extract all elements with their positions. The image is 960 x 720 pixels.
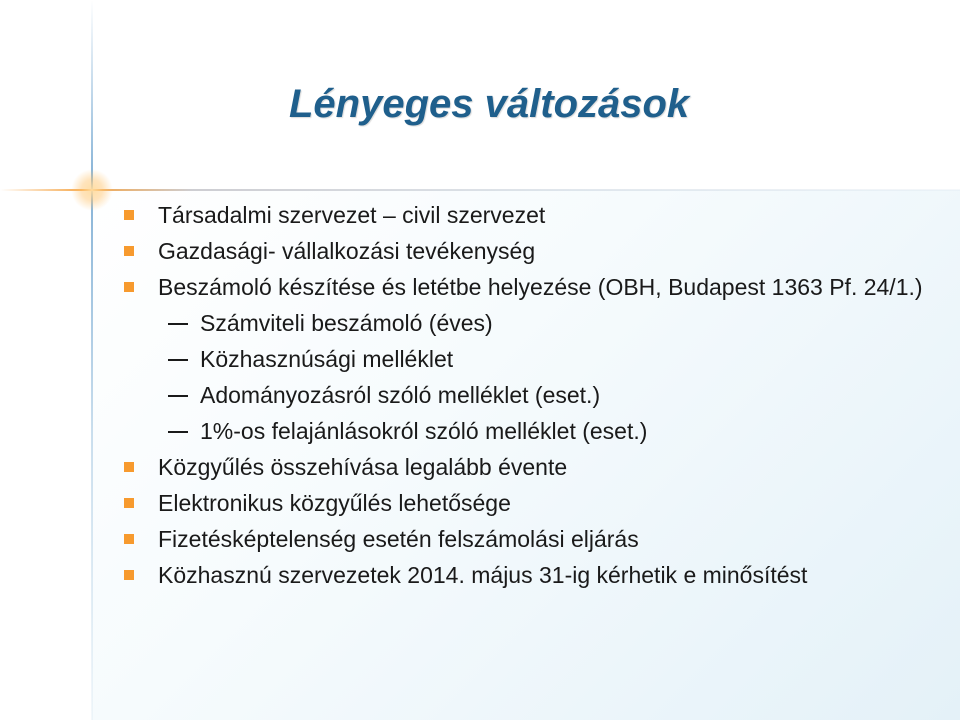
square-bullet-icon bbox=[124, 570, 134, 580]
list-item-text: Gazdasági- vállalkozási tevékenység bbox=[158, 238, 536, 264]
list-item-text: Elektronikus közgyűlés lehetősége bbox=[158, 490, 511, 516]
square-bullet-icon bbox=[124, 210, 134, 220]
list-item bbox=[124, 197, 944, 233]
square-bullet-icon bbox=[124, 462, 134, 472]
decorative-vertical-line bbox=[91, 0, 93, 720]
dash-bullet-icon bbox=[168, 431, 188, 433]
sub-list-item bbox=[124, 413, 944, 449]
square-bullet-icon bbox=[124, 282, 134, 292]
dash-bullet-icon bbox=[168, 323, 188, 325]
square-bullet-icon bbox=[124, 534, 134, 544]
sub-list-item bbox=[124, 377, 944, 413]
dash-bullet-icon bbox=[168, 395, 188, 397]
list-item-text: Fizetésképtelenség esetén felszámolási eljárás bbox=[158, 526, 639, 552]
list-item-text: Társadalmi szervezet – civil szervezet bbox=[158, 202, 546, 228]
list-item-text: Közhasznú szervezetek 2014. május 31-ig kérhetik e minősítést bbox=[158, 562, 808, 588]
decorative-glow bbox=[71, 169, 113, 211]
sub-list-item-text: Közhasznúsági melléklet bbox=[200, 346, 454, 372]
list-item bbox=[124, 233, 944, 269]
sub-list-item-text: 1%-os felajánlásokról szóló melléklet (eset.) bbox=[200, 418, 648, 444]
square-bullet-icon bbox=[124, 498, 134, 508]
sub-list-item bbox=[124, 305, 944, 341]
slide-title: Lényeges változások bbox=[289, 82, 690, 126]
list-item-text: Közgyűlés összehívása legalább évente bbox=[158, 454, 568, 480]
list-item-text: Beszámoló készítése és letétbe helyezése (OBH, Budapest 1363 Pf. 24/1.) bbox=[158, 274, 923, 300]
decorative-horizontal-line bbox=[0, 189, 960, 191]
square-bullet-icon bbox=[124, 246, 134, 256]
list-item bbox=[124, 485, 944, 521]
list-item bbox=[124, 521, 944, 557]
list-item bbox=[124, 449, 944, 485]
sub-list-item-text: Számviteli beszámoló (éves) bbox=[200, 310, 493, 336]
dash-bullet-icon bbox=[168, 359, 188, 361]
sub-list-item bbox=[124, 341, 944, 377]
sub-list-item-text: Adományozásról szóló melléklet (eset.) bbox=[200, 382, 601, 408]
bullet-list bbox=[124, 197, 944, 593]
list-item bbox=[124, 557, 944, 593]
list-item bbox=[124, 269, 944, 305]
